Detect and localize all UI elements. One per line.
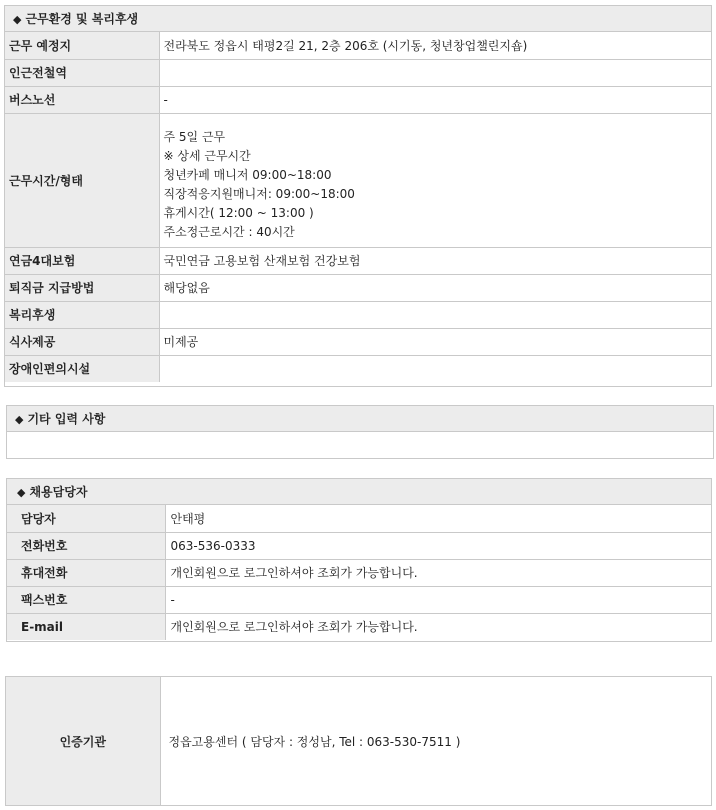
table-row xyxy=(7,586,711,613)
work-environment-header xyxy=(5,6,711,32)
etc-panel xyxy=(6,405,714,459)
row-value: 개인회원으로 로그인하셔야 조회가 가능합니다. xyxy=(165,559,711,586)
work-hours-line: 청년카페 매니저 09:00~18:00 xyxy=(163,168,332,182)
certification-panel xyxy=(5,676,712,806)
certification-label: 인증기관 xyxy=(6,677,160,805)
work-hours-line: 주소정근로시간 : 40시간 xyxy=(163,225,295,239)
row-label: 식사제공 xyxy=(5,328,159,355)
row-label: 전화번호 xyxy=(7,532,165,559)
row-value: 063-536-0333 xyxy=(165,532,711,559)
table-row xyxy=(7,532,711,559)
row-label: 팩스번호 xyxy=(7,586,165,613)
row-value: 국민연금 고용보험 산재보험 건강보험 xyxy=(159,247,711,274)
row-label: 근무시간/형태 xyxy=(5,113,159,247)
row-label: 버스노선 xyxy=(5,86,159,113)
table-row xyxy=(7,505,711,532)
table-row xyxy=(5,32,711,59)
row-label: 휴대전화 xyxy=(7,559,165,586)
table-row xyxy=(7,613,711,640)
row-label: 복리후생 xyxy=(5,301,159,328)
row-label: 연금4대보험 xyxy=(5,247,159,274)
table-row xyxy=(5,113,711,247)
etc-title: 기타 입력 사항 xyxy=(27,412,106,426)
table-row xyxy=(5,59,711,86)
row-value: 해당없음 xyxy=(159,274,711,301)
row-value: - xyxy=(159,86,711,113)
contact-panel xyxy=(6,478,712,642)
row-value xyxy=(159,59,711,86)
certification-table xyxy=(6,677,711,805)
work-hours-value xyxy=(159,113,711,247)
row-value: 전라북도 정읍시 태평2길 21, 2층 206호 (시기동, 청년창업챌린지숍) xyxy=(163,38,528,53)
contact-header xyxy=(7,479,711,505)
contact-title: 채용담당자 xyxy=(29,485,88,499)
row-label: 담당자 xyxy=(7,505,165,532)
row-value: 미제공 xyxy=(159,328,711,355)
work-environment-panel xyxy=(4,5,712,387)
row-value xyxy=(159,301,711,328)
table-row xyxy=(5,247,711,274)
table-row xyxy=(5,274,711,301)
row-label: 인근전철역 xyxy=(5,59,159,86)
row-value: - xyxy=(165,586,711,613)
work-hours-line: ※ 상세 근무시간 xyxy=(163,149,251,163)
row-value: 안태평 xyxy=(170,511,206,526)
etc-header xyxy=(7,406,713,432)
row-label: 장애인편의시설 xyxy=(5,355,159,382)
table-row xyxy=(5,86,711,113)
table-row xyxy=(7,559,711,586)
etc-content xyxy=(7,432,713,458)
table-row xyxy=(5,328,711,355)
table-row xyxy=(5,301,711,328)
table-row xyxy=(5,355,711,382)
work-hours-line: 휴게시간( 12:00 ~ 13:00 ) xyxy=(163,206,314,220)
diamond-icon: ◆ xyxy=(15,413,24,426)
work-environment-table xyxy=(5,32,711,382)
diamond-icon: ◆ xyxy=(13,13,22,26)
row-value xyxy=(159,355,711,382)
row-value: 개인회원으로 로그인하셔야 조회가 가능합니다. xyxy=(165,613,711,640)
table-row xyxy=(6,677,711,805)
diamond-icon: ◆ xyxy=(17,486,26,499)
row-label: 근무 예정지 xyxy=(5,32,159,59)
row-label: E-mail xyxy=(7,613,165,640)
row-label: 퇴직금 지급방법 xyxy=(5,274,159,301)
work-hours-line: 직장적응지원매니저: 09:00~18:00 xyxy=(163,187,355,201)
work-environment-title: 근무환경 및 복리후생 xyxy=(25,12,139,26)
work-hours-line: 주 5일 근무 xyxy=(163,130,226,144)
contact-table xyxy=(7,505,711,640)
certification-value: 정읍고용센터 ( 담당자 : 정성남, Tel : 063-530-7511 ) xyxy=(168,734,461,749)
